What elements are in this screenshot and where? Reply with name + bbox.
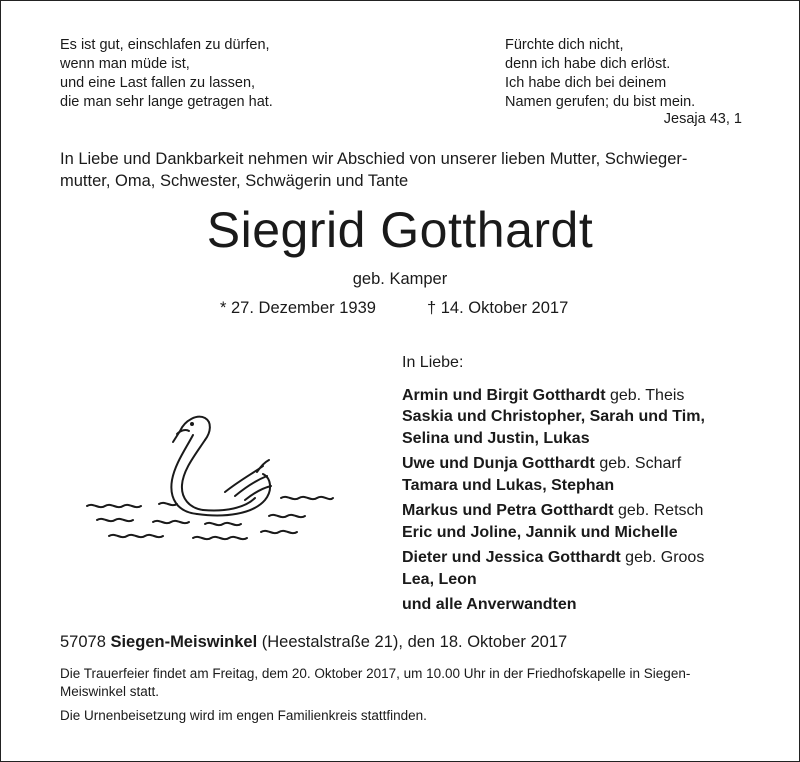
- mourners-list: [402, 352, 705, 616]
- verse-line: Namen gerufen; du bist mein.: [505, 94, 696, 110]
- birth-date: * 27. Dezember 1939: [220, 299, 376, 317]
- address-place: Siegen-Meiswinkel: [110, 633, 258, 651]
- family-head-suffix: geb. Groos: [620, 549, 705, 566]
- death-date: † 14. Oktober 2017: [427, 299, 569, 317]
- verse-reference: Jesaja 43, 1: [663, 111, 742, 127]
- family-head-suffix: geb. Retsch: [613, 502, 704, 519]
- family-head-names: Markus und Petra Gotthardt: [402, 502, 614, 519]
- mourners-lead: In Liebe:: [402, 354, 464, 371]
- verse-right: [505, 36, 695, 112]
- verse-line: wenn man müde ist,: [60, 56, 190, 72]
- family-head-names: Uwe und Dunja Gotthardt: [402, 455, 595, 472]
- family-members: Tamara und Lukas, Stephan: [402, 476, 615, 494]
- verse-left: [60, 36, 273, 112]
- family-group: [402, 385, 705, 450]
- verse-line: und eine Last fallen zu lassen,: [60, 75, 256, 91]
- verse-line: Fürchte dich nicht,: [505, 37, 624, 53]
- burial-notice: Die Urnenbeisetzung wird im engen Familienkreis stattfinden.: [60, 708, 427, 723]
- family-members: Saskia und Christopher, Sarah und Tim,: [402, 408, 705, 425]
- intro-text: [60, 148, 750, 192]
- family-head-suffix: geb. Scharf: [594, 455, 682, 472]
- address-line: [60, 633, 567, 652]
- family-head-suffix: geb. Theis: [605, 386, 685, 404]
- verse-line: Es ist gut, einschlafen zu dürfen,: [60, 37, 270, 53]
- family-members: Selina und Justin, Lukas: [402, 429, 590, 447]
- mourners-closing: und alle Anverwandten: [402, 596, 577, 613]
- intro-line: In Liebe und Dankbarkeit nehmen wir Abschied von unserer lieben Mutter, Schwieger-: [60, 150, 688, 168]
- family-members: Lea, Leon: [402, 570, 477, 588]
- funeral-notice: Die Trauerfeier findet am Freitag, dem 20. Oktober 2017, um 10.00 Uhr in der Friedhofskapelle in Siegen-Meiswinkel statt.: [60, 666, 691, 699]
- family-head: [402, 547, 705, 569]
- address-rest: (Heestalstraße 21), den 18. Oktober 2017: [257, 633, 568, 651]
- verse-line: die man sehr lange getragen hat.: [60, 94, 273, 110]
- family-head-names: Dieter und Jessica Gotthardt: [402, 549, 621, 566]
- family-group: [402, 500, 705, 543]
- intro-line: mutter, Oma, Schwester, Schwägerin und Tante: [60, 172, 409, 190]
- deceased-name: Siegrid Gotthardt: [206, 202, 594, 258]
- verse-line: Ich habe dich bei deinem: [505, 75, 667, 91]
- family-head-names: Armin und Birgit Gotthardt: [402, 386, 606, 404]
- birth-name: geb. Kamper: [352, 270, 448, 288]
- verse-line: denn ich habe dich erlöst.: [505, 56, 671, 72]
- swan-icon: [85, 400, 335, 550]
- family-head: [402, 385, 705, 407]
- family-members: Eric und Joline, Jannik und Michelle: [402, 523, 678, 541]
- family-group: [402, 453, 705, 496]
- address-zip: 57078: [60, 633, 111, 651]
- family-head: [402, 500, 705, 522]
- family-head: [402, 453, 705, 475]
- family-group: [402, 547, 705, 590]
